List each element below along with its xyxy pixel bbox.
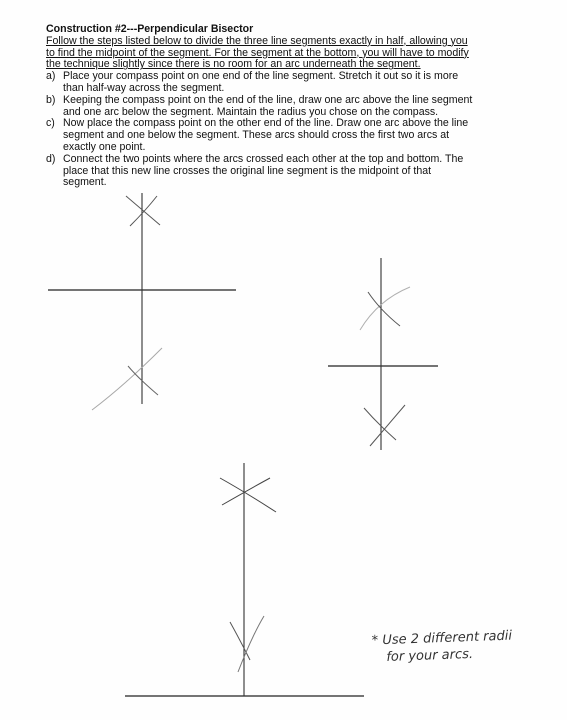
step-text-line: place that this new line crosses the original line segment is the midpoint of that [63, 164, 432, 177]
construction-bottom [125, 463, 364, 696]
step-text-line: Keeping the compass point on the end of the line, draw one arc above the line segment [63, 93, 473, 106]
compass-arc [128, 366, 158, 395]
compass-arc [364, 408, 396, 440]
compass-arc [126, 196, 160, 225]
note-line: * Use 2 different radii [371, 628, 513, 649]
step-text-line: exactly one point. [63, 140, 146, 153]
intro-line: the technique slightly since there is no room for an arc underneath the segment. [46, 58, 421, 71]
step-letter: a) [46, 70, 56, 83]
worksheet-title: Construction #2---Perpendicular Bisector [46, 23, 254, 35]
construction-top-left [48, 193, 236, 410]
compass-arc [92, 348, 162, 410]
step-text-line: segment. [63, 176, 107, 189]
construction-right [328, 258, 438, 450]
note-line: for your arcs. [386, 646, 474, 665]
step-text-line: and one arc below the segment. Maintain the radius you chose on the compass. [63, 105, 439, 118]
intro-line: Follow the steps listed below to divide the three line segments exactly in half, allowing you [46, 34, 468, 47]
compass-arc [220, 478, 276, 512]
step-letter: d) [46, 152, 56, 165]
step-letter: c) [46, 117, 55, 130]
compass-arc [360, 287, 410, 330]
step-letter: b) [46, 93, 56, 106]
step-text-line: segment and one below the segment. These arcs should cross the first two arcs at [63, 129, 450, 142]
step-text-line: than half-way across the segment. [63, 81, 225, 94]
compass-arc [370, 405, 405, 446]
compass-arc [368, 292, 400, 326]
step-text-line: Connect the two points where the arcs crossed each other at the top and bottom. The [63, 152, 464, 165]
handwritten-note [371, 628, 512, 667]
compass-arc [222, 478, 270, 505]
step-text-line: Place your compass point on one end of the line segment. Stretch it out so it is more [63, 70, 459, 83]
step-text-line: Now place the compass point on the other end of the line. Draw one arc above the line [63, 117, 469, 130]
compass-arc [230, 622, 250, 660]
intro-line: to find the midpoint of the segment. For the segment at the bottom, you will have to modify [46, 46, 469, 59]
